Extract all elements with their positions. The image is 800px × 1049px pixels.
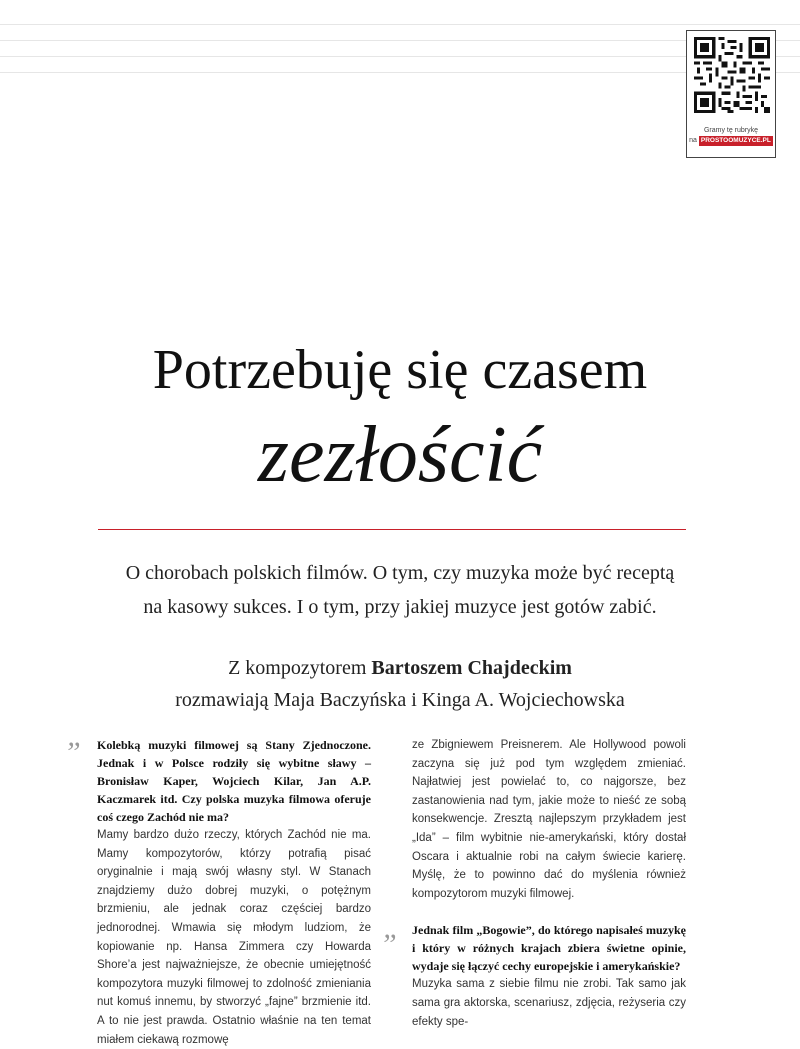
interview-answer: Mamy bardzo dużo rzeczy, których Zachód nie ma. Mamy kompozytorów, którzy potrafią pisać oryginalnie i mają swój własny styl. W Stanach znajdziemy dużo dobrej muzyki, o potężnym brzmieniu, ale jednak coraz częściej bardzo jednorodnej. Wmawia się młodym ludziom, że kopiowanie np. Hansa Zimmera czy Howarda Shore’a jest najważniejsze, że obecnie umiejętność kompozytora muzyki filmowej to zdolność zmieniania nut komuś innemu, by stworzyć „fajne” brzmienie itd. A to nie jest prawda. Ostatnio właśnie na ten temat miałem ciekawą rozmowę: [97, 829, 371, 1046]
interview-answer-continued: ze Zbigniewem Preisnerem. Ale Hollywood powoli zaczyna się już pod tym względem zmieniać. Najłatwiej jest powielać to, co najgorsze, bez zastanowienia nad tym, jakie może to nieść ze sobą konsekwencje. Zresztą najlepszym przykładem jest „Ida” – film wybitnie nie-amerykański, który dostał Oscara i aktualnie robi na całym świecie karierę. Myślę, że to powinno dać do myślenia również kompozytorom muzyki filmowej.: [412, 739, 686, 900]
top-rule-line: [0, 24, 800, 25]
qr-caption: [687, 126, 775, 146]
title-line-2: zezłościć: [257, 411, 543, 499]
divider: [98, 529, 686, 530]
byline-prefix: Z kompozytorem: [228, 657, 367, 679]
interview-question: Jednak film „Bogowie”, do którego napisałeś muzykę i który w różnych krajach zbiera świetne opinie, wydaje się łączyć cechy europejskie i amerykańskie?: [412, 923, 686, 974]
article-column-2: [412, 736, 686, 1031]
byline: [60, 652, 740, 716]
byline-interviewers: rozmawiają Maja Baczyńska i Kinga A. Wojciechowska: [175, 689, 625, 711]
lead-line-2: na kasowy sukces. I o tym, przy jakiej muzyce jest gotów zabić.: [143, 596, 657, 618]
lead-line-1: O chorobach polskich filmów. O tym, czy muzyka może być receptą: [125, 562, 675, 584]
qr-code-box[interactable]: [686, 30, 776, 158]
top-rule-line: [0, 72, 800, 73]
top-rule-line: [0, 40, 800, 41]
title-line-1: Potrzebuję się czasem: [152, 339, 648, 401]
qr-caption-prefix: na: [689, 137, 697, 144]
qr-code-icon[interactable]: [694, 37, 770, 113]
byline-name: Bartoszem Chajdeckim: [371, 657, 572, 679]
qr-url-link[interactable]: PROSTOOMUZYCE.PL: [700, 137, 771, 144]
page-title: [0, 335, 800, 505]
qr-caption-line: Gramy tę rubrykę: [703, 127, 759, 134]
interview-question: Kolebką muzyki filmowej są Stany Zjednoczone. Jednak i w Polsce rodziły się wybitne sławy – Bronisław Kaper, Wojciech Kilar, Jan A.P. Kaczmarek itd. Czy polska muzyka filmowa oferuje coś czego Zachód nie ma?: [97, 738, 371, 824]
article-column-1: [97, 736, 371, 1049]
top-rule-line: [0, 56, 800, 57]
quote-mark-icon: ”: [380, 928, 397, 961]
interview-answer: Muzyka sama z siebie filmu nie zrobi. Tak samo jak sama gra aktorska, scenariusz, zdjęcia, reżyseria czy efekty spe-: [412, 978, 686, 1028]
quote-mark-icon: ”: [64, 736, 81, 769]
lead-paragraph: [60, 556, 740, 624]
